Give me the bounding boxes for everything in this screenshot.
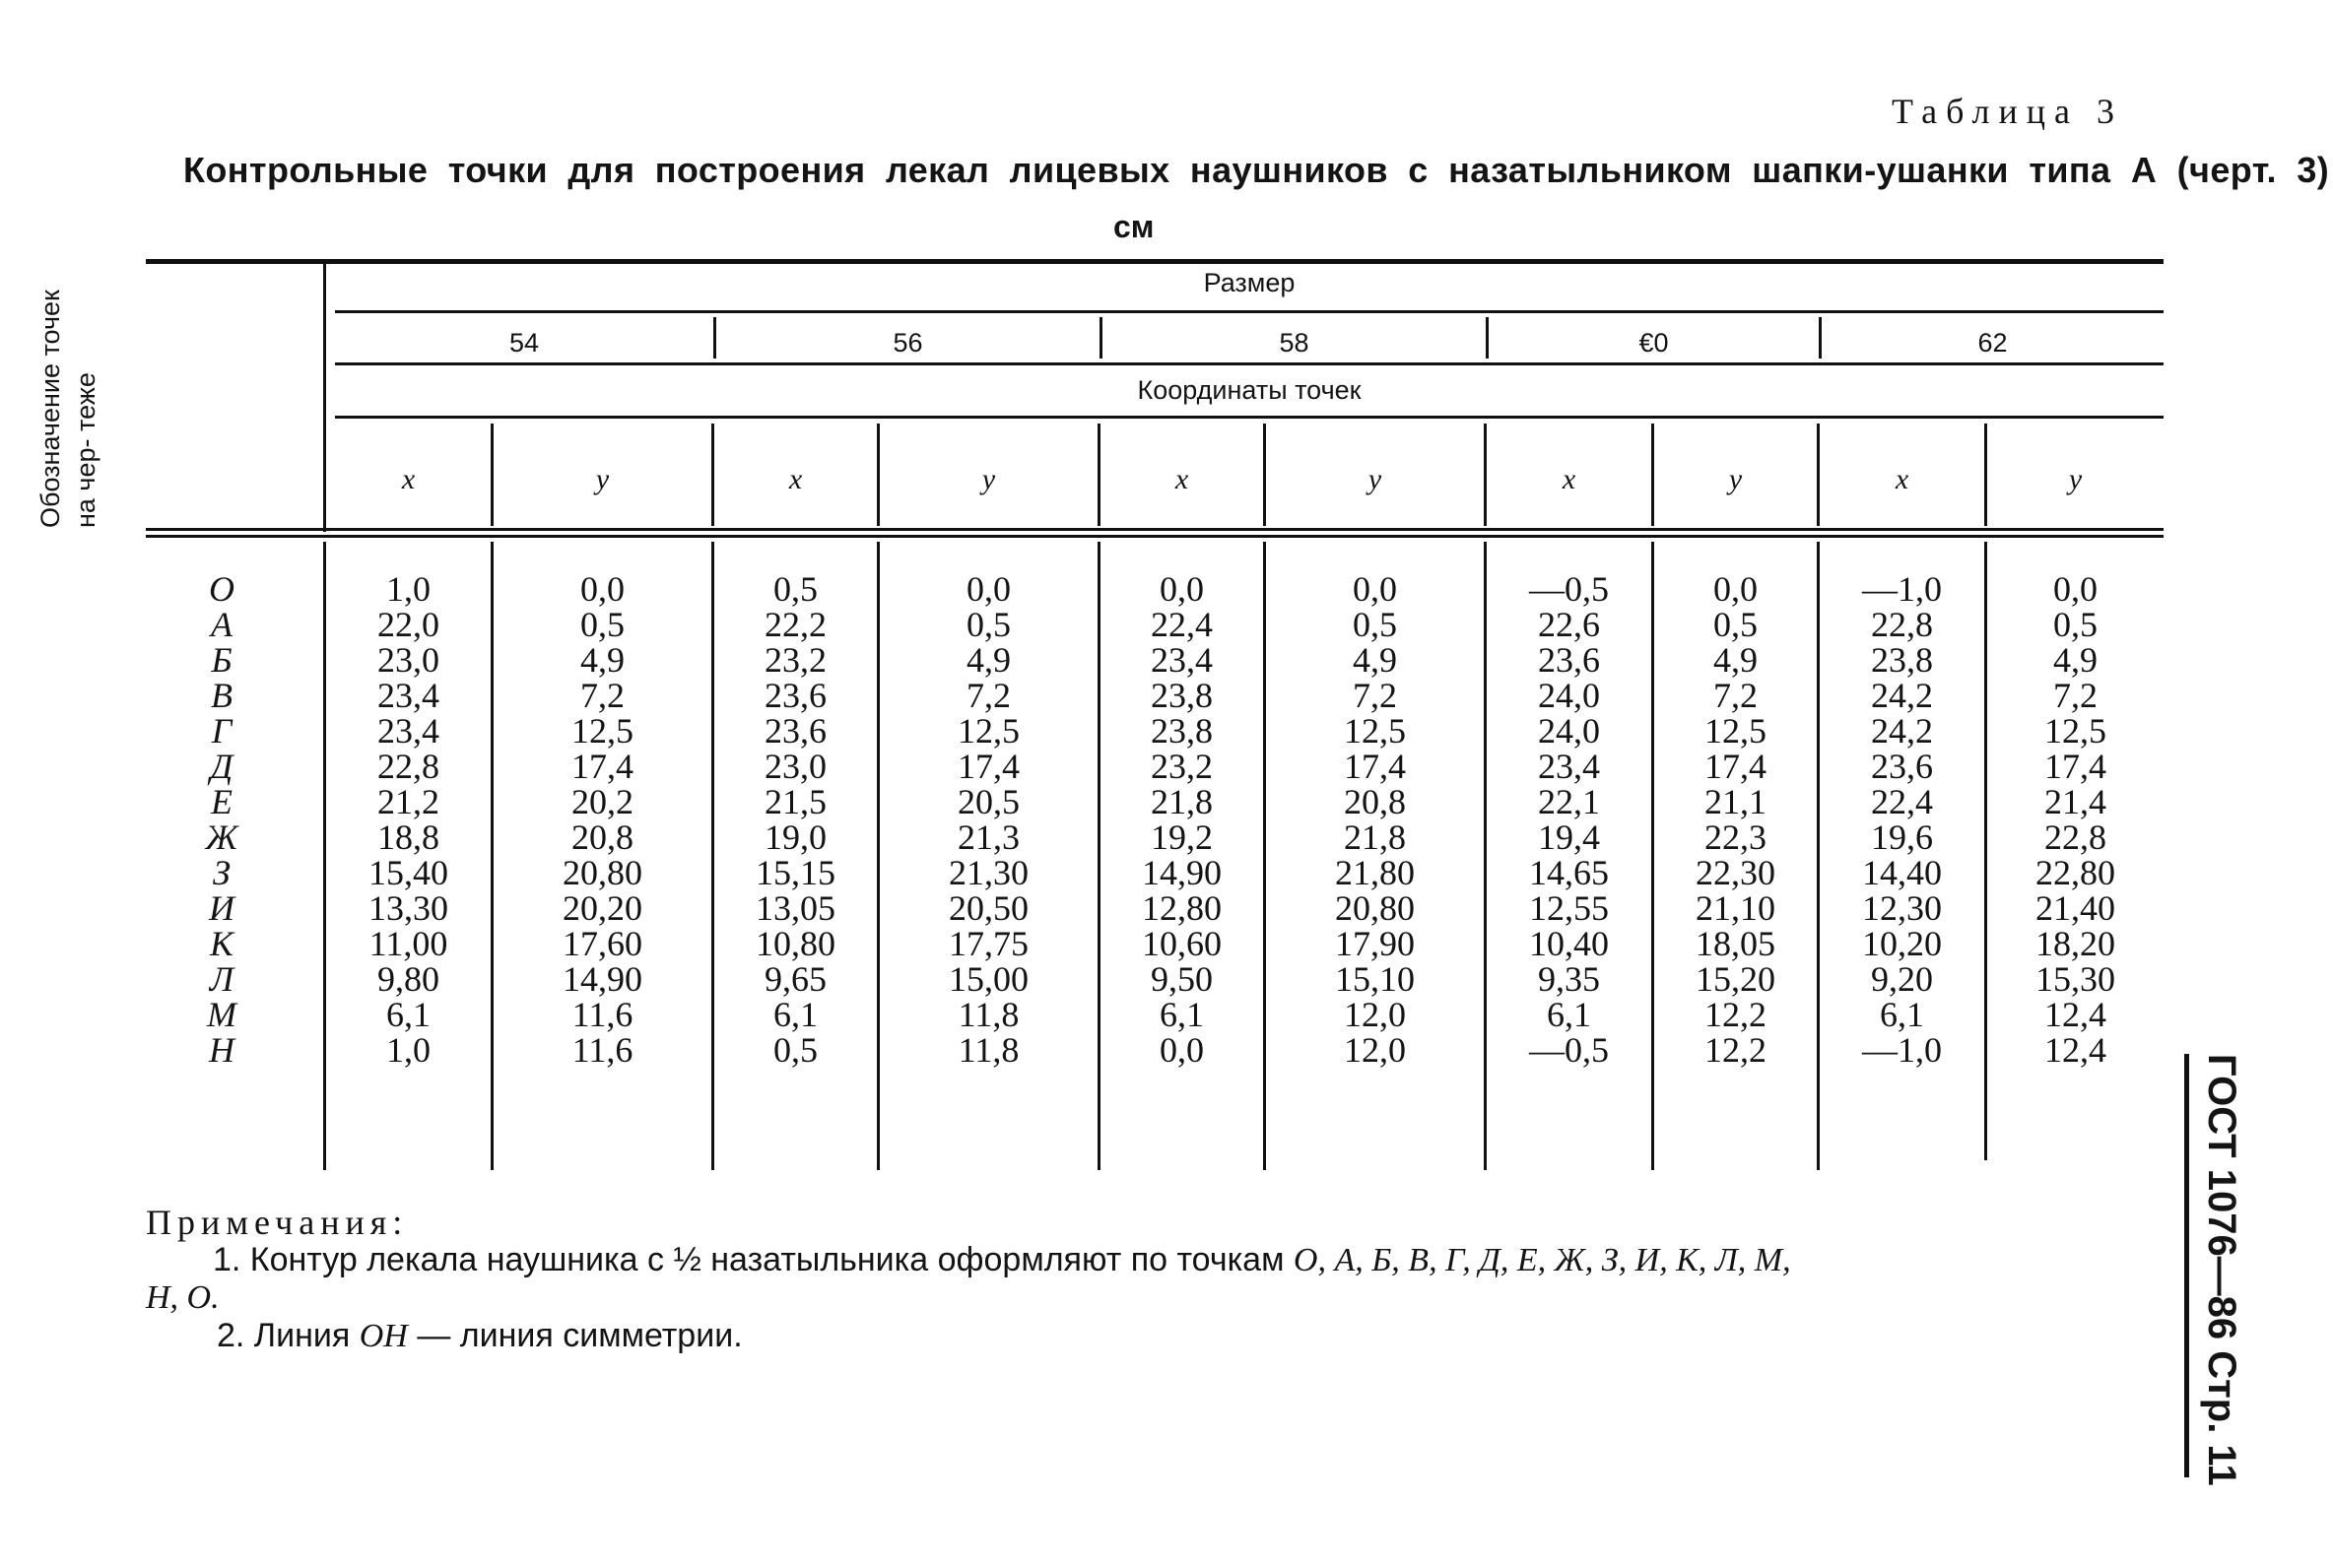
table-cell: 22,3 — [1704, 817, 1766, 857]
table-cell: 12,5 — [1344, 711, 1406, 751]
size-group-rule — [335, 310, 2164, 313]
table-cell: 20,80 — [563, 853, 642, 892]
table-cell: 23,6 — [765, 676, 827, 715]
row-label: О — [209, 569, 234, 609]
table-cell: —0,5 — [1529, 569, 1609, 609]
row-label: Г — [211, 711, 233, 751]
row-label: И — [209, 888, 234, 928]
table-cell: 15,40 — [368, 853, 448, 892]
table-cell: 18,20 — [2035, 924, 2115, 963]
table-cell: 4,9 — [1353, 640, 1397, 680]
y-header-58: y — [1367, 463, 1382, 495]
table-cell: 19,2 — [1151, 817, 1213, 857]
table-cell: 17,4 — [1704, 747, 1766, 786]
table-cell: 24,2 — [1871, 676, 1933, 715]
table-title: Контрольные точки для построения лекал лицевых наушников с назатыльником шапки-ушанки типа А (черт. 3) — [183, 150, 2330, 190]
table-cell: 23,0 — [377, 640, 439, 680]
data-column — [1820, 571, 1984, 1068]
row-label: Е — [211, 782, 233, 821]
table-cell: 14,90 — [1142, 853, 1222, 892]
table-cell: 0,5 — [773, 1030, 818, 1070]
table-cell: 23,4 — [1538, 747, 1600, 786]
note-1-text: 1. Контур лекала наушника с ½ назатыльника оформляют по точкам — [213, 1241, 1285, 1278]
data-column — [494, 571, 711, 1068]
table-cell: 14,65 — [1529, 853, 1609, 892]
data-column — [326, 571, 491, 1068]
table-cell: 21,5 — [765, 782, 827, 821]
table-cell: 0,0 — [1160, 569, 1204, 609]
table-cell: —0,5 — [1529, 1030, 1609, 1070]
table-cell: 4,9 — [580, 640, 625, 680]
stamp-text: ГОСТ 1076—86 Стр. 11 — [2200, 1054, 2243, 1486]
table-cell: 21,1 — [1704, 782, 1766, 821]
table-cell: 4,9 — [1713, 640, 1758, 680]
header-bottom-rule-2 — [146, 535, 2164, 538]
table-cell: 12,30 — [1862, 888, 1942, 928]
table-cell: 17,4 — [2044, 747, 2106, 786]
table-cell: 22,4 — [1151, 605, 1213, 644]
note-1-continuation: Н, О. — [146, 1279, 220, 1316]
table-cell: 21,8 — [1344, 817, 1406, 857]
row-label: М — [207, 995, 236, 1034]
data-column — [714, 571, 877, 1068]
data-column — [1266, 571, 1484, 1068]
note-1-points: О, А, Б, В, Г, Д, Е, Ж, З, И, К, Л, М, — [1293, 1242, 1791, 1278]
table-cell: 20,80 — [1335, 888, 1415, 928]
table-cell: 23,8 — [1151, 676, 1213, 715]
table-cell: 12,2 — [1704, 1030, 1766, 1070]
table-cell: 15,30 — [2035, 959, 2115, 999]
table-cell: 12,80 — [1142, 888, 1222, 928]
table-cell: 0,0 — [580, 569, 625, 609]
table-cell: 18,8 — [377, 817, 439, 857]
table-cell: 12,5 — [2044, 711, 2106, 751]
table-cell: 22,8 — [2044, 817, 2106, 857]
table-cell: 0,0 — [967, 569, 1011, 609]
table-cell: 10,20 — [1862, 924, 1942, 963]
sizes-rule — [335, 362, 2164, 365]
table-cell: 11,8 — [958, 995, 1020, 1034]
table-cell: 12,5 — [958, 711, 1020, 751]
table-cell: 19,4 — [1538, 817, 1600, 857]
table-cell: 15,15 — [756, 853, 835, 892]
table-cell: 14,90 — [563, 959, 642, 999]
table-cell: 6,1 — [1160, 995, 1204, 1034]
table-cell: 12,5 — [571, 711, 633, 751]
table-cell: 9,35 — [1538, 959, 1600, 999]
table-cell: 7,2 — [1353, 676, 1397, 715]
unit-label: см — [1113, 209, 1155, 244]
table-cell: 6,1 — [1547, 995, 1591, 1034]
table-cell: 17,4 — [571, 747, 633, 786]
y-header-54: y — [595, 463, 610, 495]
table-cell: 11,8 — [958, 1030, 1020, 1070]
y-header-62: y — [2068, 463, 2083, 495]
table-cell: 17,75 — [949, 924, 1029, 963]
note-1 — [146, 1241, 2156, 1279]
x-header-60: x — [1562, 463, 1576, 495]
table-cell: 1,0 — [386, 569, 431, 609]
row-label: А — [211, 605, 233, 644]
x-header-56: x — [788, 463, 803, 495]
table-cell: 21,2 — [377, 782, 439, 821]
row-label: К — [210, 924, 233, 963]
row-label: Л — [209, 959, 234, 999]
table-cell: 21,4 — [2044, 782, 2106, 821]
note-2-suffix: — линия симметрии. — [417, 1317, 743, 1354]
table-cell: 9,50 — [1151, 959, 1213, 999]
table-cell: 23,4 — [377, 676, 439, 715]
note-2-em: ОН — [359, 1318, 408, 1354]
table-cell: 0,5 — [773, 569, 818, 609]
table-cell: 11,6 — [571, 995, 633, 1034]
table-cell: 9,80 — [377, 959, 439, 999]
table-cell: 23,6 — [1871, 747, 1933, 786]
table-cell: 24,0 — [1538, 676, 1600, 715]
table-cell: 12,5 — [1704, 711, 1766, 751]
table-cell: 21,30 — [949, 853, 1029, 892]
table-cell: —1,0 — [1862, 569, 1942, 609]
notes-heading: Примечания: — [146, 1203, 409, 1242]
table-cell: 0,0 — [1353, 569, 1397, 609]
table-cell: 0,0 — [1713, 569, 1758, 609]
table-cell: —1,0 — [1862, 1030, 1942, 1070]
size-header-62: 62 — [1977, 328, 2008, 358]
data-column — [1987, 571, 2164, 1068]
table-cell: 9,20 — [1871, 959, 1933, 999]
note-2-prefix: 2. Линия — [217, 1317, 351, 1354]
table-cell: 19,0 — [765, 817, 827, 857]
size-group-header: Размер — [1203, 268, 1296, 297]
table-cell: 6,1 — [773, 995, 818, 1034]
table-cell: 13,30 — [368, 888, 448, 928]
table-cell: 19,6 — [1871, 817, 1933, 857]
note-2 — [146, 1317, 2156, 1355]
x-header-62: x — [1895, 463, 1909, 495]
table-cell: 21,10 — [1696, 888, 1775, 928]
table-cell: 22,2 — [765, 605, 827, 644]
table-cell: 17,90 — [1335, 924, 1415, 963]
row-label: Н — [209, 1030, 234, 1070]
row-label: Ж — [205, 817, 238, 857]
table-cell: 7,2 — [967, 676, 1011, 715]
table-cell: 21,40 — [2035, 888, 2115, 928]
table-cell: 7,2 — [1713, 676, 1758, 715]
row-label: З — [213, 853, 231, 892]
row-label-header — [35, 264, 318, 528]
table-cell: 23,2 — [1151, 747, 1213, 786]
table-cell: 9,65 — [765, 959, 827, 999]
size-header-58: 58 — [1279, 328, 1309, 358]
table-cell: 22,8 — [377, 747, 439, 786]
size-header-54: 54 — [508, 328, 540, 358]
table-cell: 23,6 — [765, 711, 827, 751]
table-cell: 12,0 — [1344, 1030, 1406, 1070]
table-cell: 21,3 — [958, 817, 1020, 857]
table-cell: 24,2 — [1871, 711, 1933, 751]
table-cell: 22,0 — [377, 605, 439, 644]
table-cell: 21,80 — [1335, 853, 1415, 892]
table-cell: 22,80 — [2035, 853, 2115, 892]
table-cell: 15,10 — [1335, 959, 1415, 999]
table-cell: 21,8 — [1151, 782, 1213, 821]
row-label: Д — [210, 747, 233, 786]
row-label: В — [211, 676, 233, 715]
stamp-bar — [2184, 1054, 2189, 1477]
y-header-60: y — [1728, 463, 1743, 495]
row-label-header-text: Обозначение точек на чер- теже — [35, 290, 100, 528]
table-cell: 20,8 — [571, 817, 633, 857]
table-cell: 10,80 — [756, 924, 835, 963]
table-cell: 0,0 — [1160, 1030, 1204, 1070]
table-cell: 13,05 — [756, 888, 835, 928]
table-cell: 1,0 — [386, 1030, 431, 1070]
table-cell: 15,20 — [1696, 959, 1775, 999]
table-cell: 12,4 — [2044, 995, 2106, 1034]
table-cell: 23,4 — [1151, 640, 1213, 680]
table-cell: 22,6 — [1538, 605, 1600, 644]
table-cell: 20,8 — [1344, 782, 1406, 821]
row-labels-column — [177, 571, 266, 1068]
table-cell: 0,5 — [2053, 605, 2098, 644]
table-cell: 23,0 — [765, 747, 827, 786]
size-header-56: 56 — [893, 328, 923, 358]
table-cell: 11,00 — [368, 924, 448, 963]
x-header-54: x — [401, 463, 416, 495]
page-stamp — [2172, 1054, 2243, 1487]
table-cell: 20,2 — [571, 782, 633, 821]
table-cell: 22,1 — [1538, 782, 1600, 821]
table-cell: 0,5 — [1353, 605, 1397, 644]
table-cell: 20,50 — [949, 888, 1029, 928]
table-cell: 23,4 — [377, 711, 439, 751]
table-cell: 0,5 — [967, 605, 1011, 644]
table-cell: 12,4 — [2044, 1030, 2106, 1070]
coords-group-rule — [335, 416, 2164, 419]
notes — [146, 1204, 2156, 1355]
table-cell: 17,4 — [958, 747, 1020, 786]
table-cell: 12,0 — [1344, 995, 1406, 1034]
table-cell: 23,6 — [1538, 640, 1600, 680]
table-cell: 7,2 — [580, 676, 625, 715]
table-cell: 20,20 — [563, 888, 642, 928]
table-cell: 24,0 — [1538, 711, 1600, 751]
table-cell: 17,60 — [563, 924, 642, 963]
table-cell: 11,6 — [571, 1030, 633, 1070]
table-cell: 12,55 — [1529, 888, 1609, 928]
data-column — [1100, 571, 1263, 1068]
table-cell: 7,2 — [2053, 676, 2098, 715]
table-cell: 15,00 — [949, 959, 1029, 999]
table-top-rule — [146, 259, 2164, 264]
table-cell: 10,60 — [1142, 924, 1222, 963]
table-cell: 22,30 — [1696, 853, 1775, 892]
table-cell: 22,8 — [1871, 605, 1933, 644]
table-cell: 0,0 — [2053, 569, 2098, 609]
table-cell: 20,5 — [958, 782, 1020, 821]
table-cell: 0,5 — [580, 605, 625, 644]
table-cell: 14,40 — [1862, 853, 1942, 892]
coords-group-header: Координаты точек — [1137, 375, 1362, 405]
y-header-56: y — [981, 463, 996, 495]
table-cell: 10,40 — [1529, 924, 1609, 963]
table-cell: 18,05 — [1696, 924, 1775, 963]
table-cell: 4,9 — [967, 640, 1011, 680]
table-cell: 23,8 — [1151, 711, 1213, 751]
data-column — [880, 571, 1098, 1068]
table-cell: 22,4 — [1871, 782, 1933, 821]
table-cell: 4,9 — [2053, 640, 2098, 680]
table-cell: 17,4 — [1344, 747, 1406, 786]
row-label: Б — [211, 640, 233, 680]
table-cell: 6,1 — [1880, 995, 1924, 1034]
table-cell: 23,8 — [1871, 640, 1933, 680]
table-cell: 23,2 — [765, 640, 827, 680]
table-cell: 6,1 — [386, 995, 431, 1034]
table-number: Таблица 3 — [1892, 92, 2123, 131]
data-column — [1487, 571, 1651, 1068]
header-bottom-rule — [146, 528, 2164, 531]
table-cell: 12,2 — [1704, 995, 1766, 1034]
table-cell: 0,5 — [1713, 605, 1758, 644]
x-header-58: x — [1174, 463, 1189, 495]
data-column — [1654, 571, 1817, 1068]
size-header-60: €0 — [1638, 328, 1669, 358]
